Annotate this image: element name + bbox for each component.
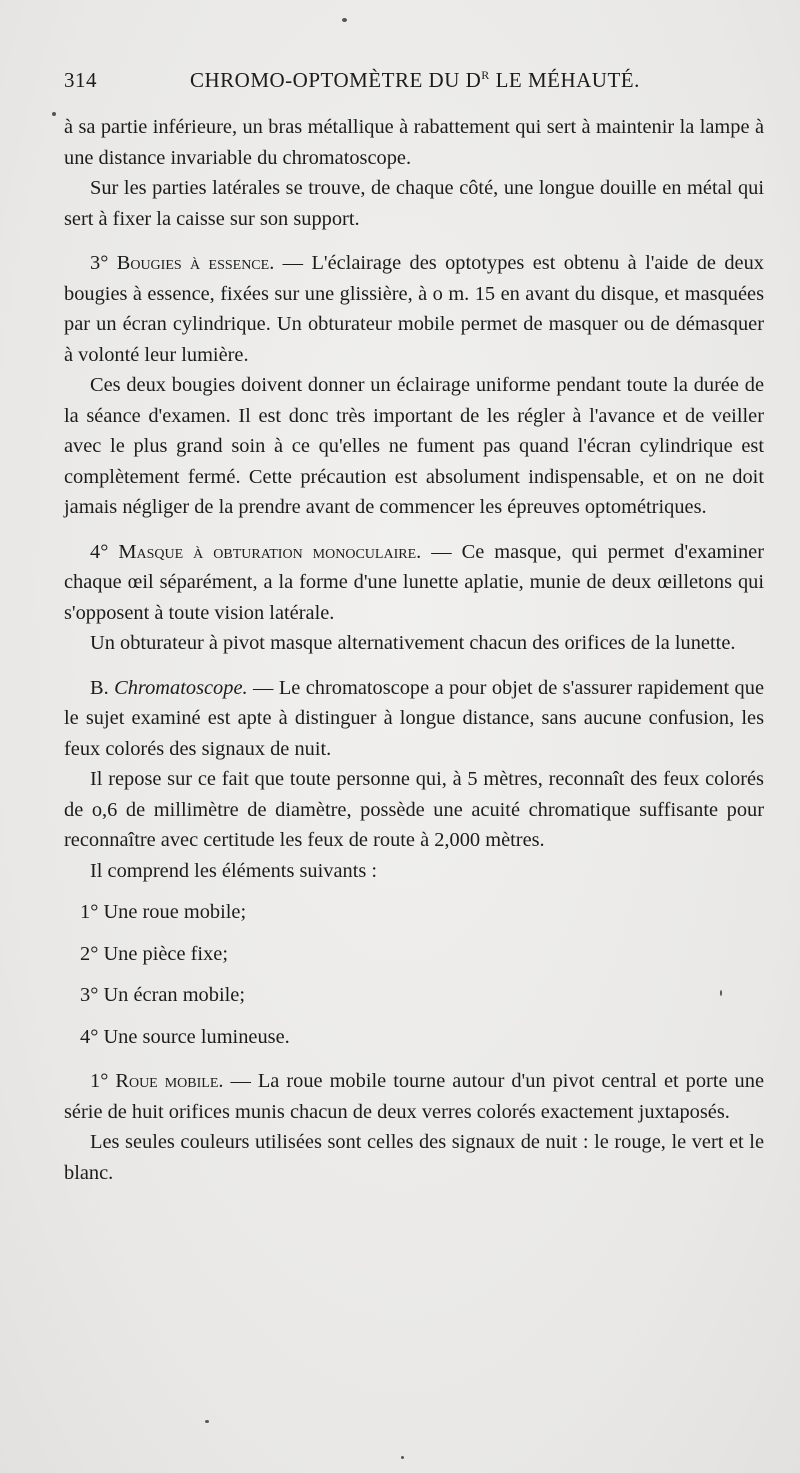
paper-speck (205, 1420, 209, 1423)
list-item: 2° Une pièce fixe; (80, 942, 228, 965)
paragraph: Il repose sur ce fait que toute personne qui, à 5 mètres, reconnaît des feux colorés de o,6 de millimètre de diamètre, possède une acuité chromatique suffisante pour reconnaître avec certitude les feux de route à 2,000 mètres. (64, 768, 764, 851)
paragraph: à sa partie inférieure, un bras métallique à rabattement qui sert à maintenir la lampe à une distance invariable du chromatoscope. (64, 116, 764, 169)
paper-speck (52, 112, 56, 116)
list-item: 4° Une source lumineuse. (80, 1025, 290, 1048)
section-paragraph: 1° Roue mobile. — La roue mobile tourne autour d'un pivot central et porte une série de huit orifices munis chacun de deux verres colorés exactement juxtaposés. (64, 1070, 764, 1123)
paragraph: Les seules couleurs utilisées sont celles des signaux de nuit : le rouge, le vert et le blanc. (64, 1131, 764, 1184)
section-paragraph: 3° Bougies à essence. — L'éclairage des optotypes est obtenu à l'aide de deux bougies à essence, fixées sur une glissière, à o m. 15 en avant du disque, et masquées par un écran cylindrique. Un obturateur mobile permet de masquer ou de démasquer à volonté leur lumière. (64, 252, 764, 366)
paragraph: Un obturateur à pivot masque alternativement chacun des orifices de la lunette. (90, 632, 736, 654)
section-title: Chromatoscope. (114, 676, 248, 699)
paper-speck (342, 18, 347, 22)
page-number: 314 (64, 68, 97, 92)
paragraph: Ces deux bougies doivent donner un éclairage uniforme pendant toute la durée de la séance d'examen. Il est donc très important de les régler à l'avance et de veiller avec le plus grand soin à ce qu'elles ne fument pas quand l'écran cylindrique est complètement fermé. Cette précaution est absolument indispensable, et on ne doit jamais négliger de la prendre avant de commencer les épreuves optométriques. (64, 374, 764, 518)
list-item: 3° Un écran mobile; (80, 984, 245, 1006)
section-paragraph: 4° Masque à obturation monoculaire. — Ce masque, qui permet d'examiner chaque œil séparément, a la forme d'une lunette aplatie, munie de deux œilletons qui s'opposent à toute vision latérale. (64, 540, 764, 624)
page-body (64, 112, 764, 1188)
paragraph: Il comprend les éléments suivants : (90, 859, 378, 882)
running-title: CHROMO-OPTOMÈTRE DU $D^R$ LE MÉHAUTÉ. (190, 68, 640, 92)
section-title: Roue mobile. (115, 1070, 224, 1092)
section-title: Bougies à essence. (116, 252, 275, 274)
paper-speck (720, 990, 722, 996)
section-paragraph: B. Chromatoscope. — Le chromatoscope a pour objet de s'assurer rapidement que le sujet examiné est apte à distinguer à longue distance, sans aucune confusion, les feux colorés des signaux de nuit. (64, 676, 764, 760)
list-item: 1° Une roue mobile; (80, 901, 247, 923)
paragraph: Sur les parties latérales se trouve, de chaque côté, une longue douille en métal qui sert à fixer la caisse sur son support. (64, 177, 764, 230)
paper-speck (401, 1456, 404, 1459)
page-header (64, 64, 750, 98)
section-title: Masque à obturation monoculaire. (118, 540, 422, 563)
